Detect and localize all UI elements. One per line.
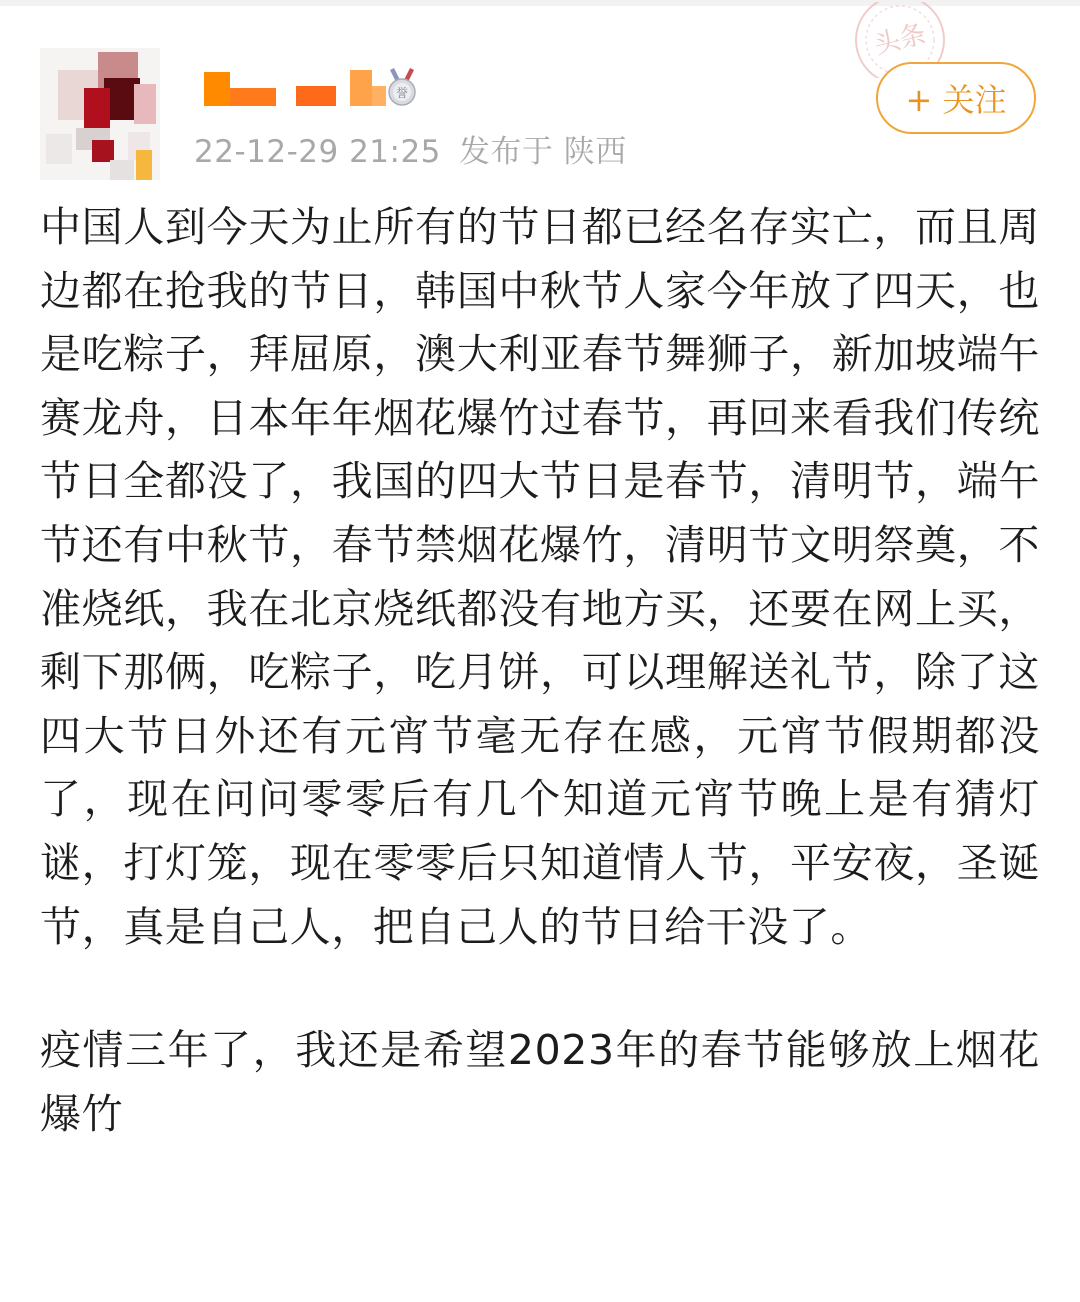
avatar[interactable] (40, 48, 160, 180)
post-header (0, 0, 1080, 190)
medal-icon (386, 68, 418, 108)
post-paragraph: 疫情三年了，我还是希望2023年的春节能够放上烟花爆竹 (40, 1026, 1040, 1138)
post-timestamp: 22-12-29 21:25 (194, 134, 441, 170)
post-paragraph: 中国人到今天为止所有的节日都已经名存实亡，而且周边都在抢我的节日，韩国中秋节人家今年放了四天，也是吃粽子，拜屈原，澳大利亚春节舞狮子，新加坡端午赛龙舟，日本年年烟花爆竹过春节，再回来看我们传统节日全都没了，我国的四大节日是春节，清明节，端午节还有中秋节，春节禁烟花爆竹，清明节文明祭奠，不准烧纸，我在北京烧纸都没有地方买，还要在网上买，剩下那俩，吃粽子，吃月饼，可以理解送礼节，除了这四大节日外还有元宵节毫无存在感，元宵节假期都没了，现在问问零零后有几个知道元宵节晚上是有猜灯谜，打灯笼，现在零零后只知道情人节，平安夜，圣诞节，真是自己人，把自己人的节日给干没了。 (40, 203, 1040, 951)
post-content (40, 196, 1040, 1146)
svg-text:头条: 头条 (871, 19, 929, 61)
post-location: 发布于 陕西 (458, 134, 627, 170)
follow-button[interactable]: + 关注 (876, 62, 1036, 134)
svg-text:誉: 誉 (395, 86, 409, 100)
post-meta (194, 126, 627, 171)
